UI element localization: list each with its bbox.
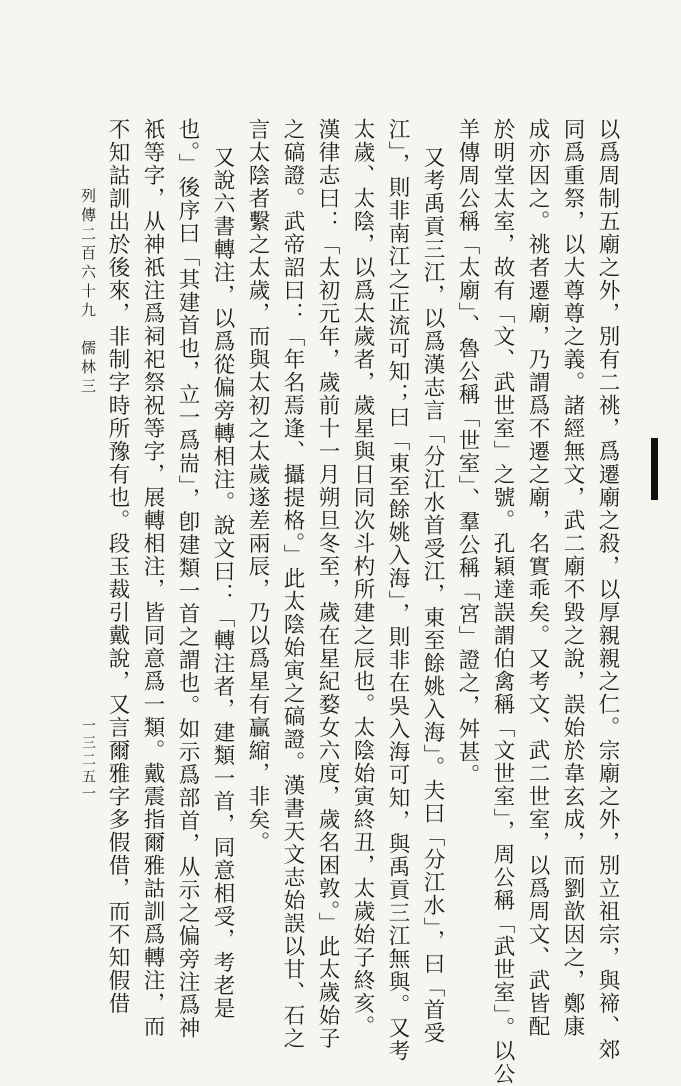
text-column-13: 也。」後序曰「其建首也，立一爲耑」，卽建類一首之謂也。如示爲部首，从示之偏旁注爲神	[175, 118, 200, 1040]
text-column-2: 同爲重祭，以大尊尊之義。諸經無文，武二廟不毀之說，誤始於韋玄成，而劉歆因之，鄭康	[560, 118, 585, 1038]
text-column-9: 漢律志曰：「太初元年，歲前十一月朔旦冬至，歲在星紀婺女六度，歲名困敦。」此太歲始子	[315, 118, 340, 1051]
text-column-6: 又考禹貢三江，以爲漢志言「分江水首受江，東至餘姚入海」。夫曰「分江水」，曰「首受	[420, 146, 445, 1045]
text-column-15: 不知詁訓出於後來，非制字時所豫有也。段玉裁引戴說，又言爾雅字多假借，而不知假借	[105, 118, 130, 1015]
text-column-7: 江」，則非南江之正流可知；曰「東至餘姚入海」，則非在吳入海可知，與禹貢三江無與。又考	[385, 118, 410, 1063]
running-title: 列傳二百六十九 儒林三	[79, 188, 97, 397]
page-number: 一三二五一	[80, 718, 96, 803]
text-column-14: 祇等字，从神祇注爲祠祀祭祝等字，展轉相注，皆同意爲一類。戴震指爾雅詁訓爲轉注，而	[140, 118, 165, 1038]
text-column-11: 言太陰者繫之太歲，而與太初之太歲遂差兩辰，乃以爲星有贏縮，非矣。	[245, 118, 270, 854]
text-column-3: 成亦因之。祧者遷廟，乃謂爲不遷之廟，名實乖矣。又考文、武二世室，以爲周文、武皆配	[525, 118, 550, 1038]
text-column-4: 於明堂太室，故有「文、武世室」之號。孔穎達誤謂伯禽稱「文世室」，周公稱「武世室」。以公	[490, 118, 515, 1086]
text-column-12: 又說六書轉注，以爲從偏旁轉相注。說文曰：「轉注者，建類一首，同意相受，考老是	[210, 146, 235, 1020]
text-column-5: 羊傳周公稱「太廟」、魯公稱「世室」、羣公稱「宮」證之，舛甚。	[455, 118, 480, 787]
page-edge-mark	[651, 438, 658, 500]
text-column-8: 太歲、太陰，以爲太歲者，歲星與日同次斗杓所建之辰也。太陰始寅終丑，太歲始子終亥。	[350, 118, 375, 1038]
text-column-1: 以爲周制五廟之外，別有二祧，爲遷廟之殺，以厚親親之仁。宗廟之外，別立祖宗，與禘、郊	[595, 118, 620, 1061]
text-column-10: 之碻證。武帝詔曰：「年名焉逢、攝提格。」此太陰始寅之碻證。漢書天文志始誤以甘、石之	[280, 118, 305, 1051]
